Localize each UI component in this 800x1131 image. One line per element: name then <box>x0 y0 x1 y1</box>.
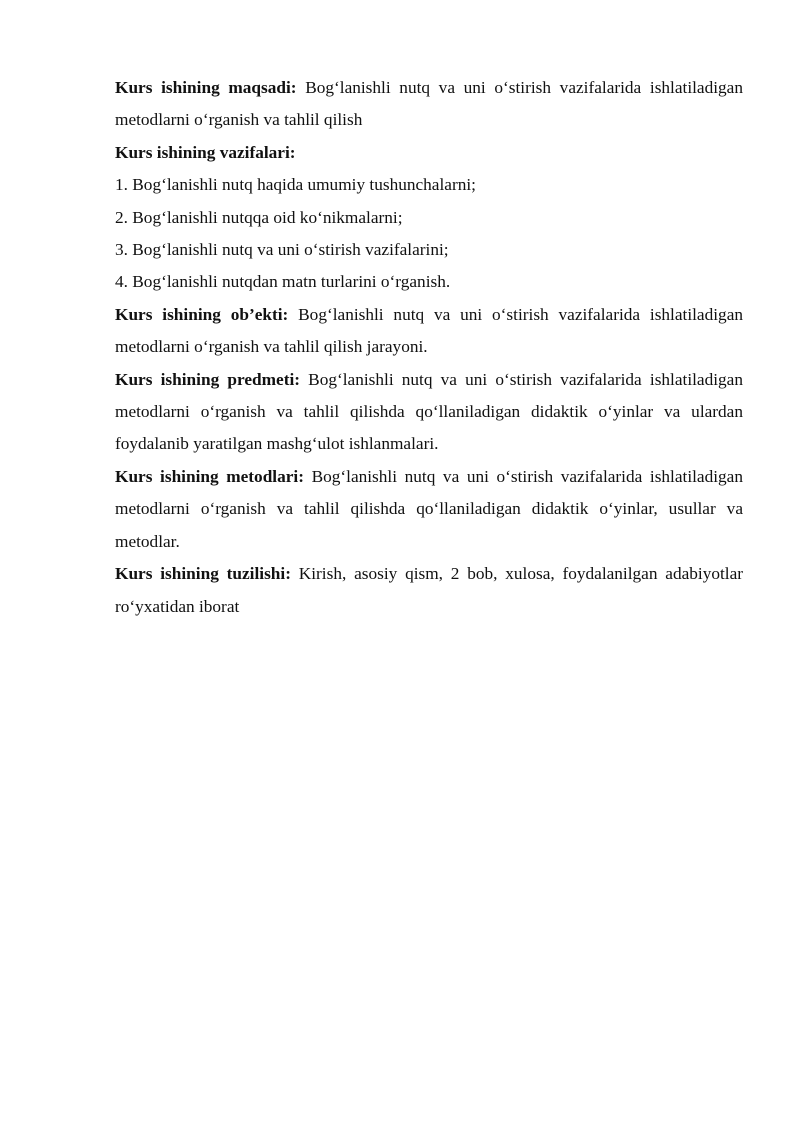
goal-paragraph <box>115 72 743 137</box>
task-item-3: 3. Bog‘lanishli nutq va uni o‘stirish vazifalarini; <box>115 240 449 260</box>
structure-label: Kurs ishining tuzilishi: <box>115 564 291 584</box>
structure-text: Kirish, asosiy qism, 2 bob, xulosa, foydalanilgan adabiyotlar ro‘yxatidan iborat <box>115 564 744 616</box>
task-item-1: 1. Bog‘lanishli nutq haqida umumiy tushunchalarni; <box>115 175 476 195</box>
task-item-2: 2. Bog‘lanishli nutqqa oid ko‘nikmalarni; <box>115 207 403 227</box>
object-label: Kurs ishining ob’ekti: <box>115 304 289 324</box>
methods-label: Kurs ishining metodlari: <box>115 466 304 486</box>
tasks-heading-paragraph <box>115 137 743 169</box>
tasks-label: Kurs ishining vazifalari: <box>115 142 296 162</box>
structure-paragraph <box>115 558 743 623</box>
object-text: Bog‘lanishli nutq va uni o‘stirish vazifalarida ishlatiladigan metodlarni o‘rganish va tahlil qilish jarayoni. <box>115 304 743 357</box>
methods-paragraph <box>115 461 743 558</box>
object-paragraph <box>115 299 743 364</box>
tasks-list <box>115 169 743 299</box>
goal-text: Bog‘lanishli nutq va uni o‘stirish vazifalarida ishlatiladigan metodlarni o‘rganish va tahlil qilish <box>115 78 743 130</box>
document-body <box>115 72 743 623</box>
methods-text: Bog‘lanishli nutq va uni o‘stirish vazifalarida ishlatiladigan metodlarni o‘rganish va tahlil qilishda qo‘llaniladigan didaktik o‘yinlar, usullar va metodlar. <box>115 466 743 551</box>
subject-paragraph <box>115 364 743 461</box>
goal-label: Kurs ishining maqsadi: <box>115 78 297 97</box>
task-item-4: 4. Bog‘lanishli nutqdan matn turlarini o‘rganish. <box>115 272 451 292</box>
subject-label: Kurs ishining predmeti: <box>115 369 300 389</box>
subject-text: Bog‘lanishli nutq va uni o‘stirish vazifalarida ishlatiladigan metodlarni o‘rganish va tahlil qilishda qo‘llaniladigan didaktik o‘yinlar va ulardan foydalanib yaratilgan mashg‘ulot ishlanmalari. <box>115 369 743 454</box>
